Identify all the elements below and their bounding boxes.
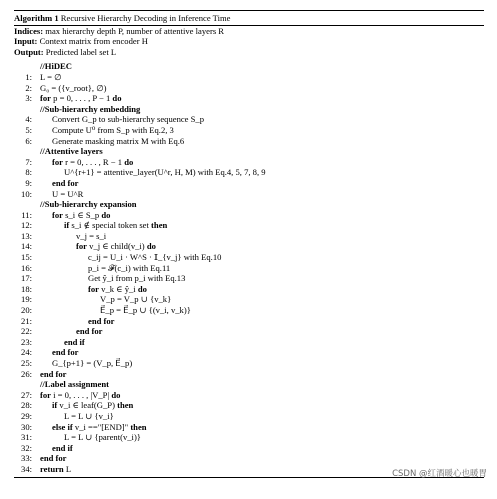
keyword: end for	[52, 347, 79, 358]
line-number: 11:	[21, 209, 32, 220]
keyword: if	[52, 400, 58, 411]
line-number: 16:	[21, 262, 32, 273]
keyword: then	[117, 400, 134, 411]
code-text	[64, 432, 141, 443]
section-comment: //Label assignment	[40, 379, 109, 390]
input-text: Context matrix from encoder H	[39, 36, 148, 47]
line-number: 4:	[25, 114, 32, 125]
statement: v_j ∈ child(v_i)	[89, 241, 145, 252]
code-text	[52, 189, 83, 200]
statement: v_j = s_i	[76, 230, 107, 241]
code-text	[40, 93, 122, 104]
code-line	[14, 178, 484, 189]
code-line	[14, 316, 484, 327]
line-number: 18:	[21, 283, 32, 294]
line-number: 32:	[21, 442, 32, 453]
keyword: end for	[88, 315, 115, 326]
line-number: 33:	[21, 453, 32, 464]
keyword: end for	[52, 177, 79, 188]
statement: p = 0, . . . , P − 1	[53, 93, 111, 104]
keyword: for	[88, 283, 99, 294]
keyword: do	[111, 389, 121, 400]
line-number: 34:	[21, 463, 32, 474]
code-line	[14, 347, 484, 358]
section-comment: //HiDEC	[40, 61, 72, 72]
code-text	[52, 210, 110, 221]
code-line	[14, 305, 484, 316]
statement: L	[65, 463, 72, 474]
line-number: 12:	[21, 220, 32, 231]
line-number: 6:	[25, 135, 32, 146]
code-line	[14, 422, 484, 433]
code-line	[14, 411, 484, 422]
code-line	[14, 453, 484, 464]
comment-line	[14, 199, 484, 210]
code-text	[76, 326, 103, 337]
comment-line	[14, 379, 484, 390]
statement: V_p = V_p ∪ {v_k}	[100, 294, 172, 305]
statement: G_{p+1} = (V_p, E⃗_p)	[52, 358, 133, 368]
statement: E⃗_p = E⃗_p ∪ {(v_i, v_k)}	[100, 305, 191, 316]
line-number: 1:	[25, 71, 32, 82]
line-number: 13:	[21, 230, 32, 241]
keyword: do	[146, 241, 156, 252]
statement: p_i = 𝓕(c_i) with Eq.11	[88, 262, 171, 273]
algorithm-block	[14, 10, 484, 478]
statement: s_i ∉ special token set	[71, 220, 149, 231]
line-number: 3:	[25, 93, 32, 104]
keyword: for	[52, 209, 63, 220]
line-number: 21:	[21, 315, 32, 326]
line-number: 15:	[21, 252, 32, 263]
line-number: 10:	[21, 188, 32, 199]
line-number: 24:	[21, 347, 32, 358]
line-number: 19:	[21, 294, 32, 305]
code-text	[52, 157, 133, 168]
code-line	[14, 83, 484, 94]
output-key: Output:	[14, 46, 44, 57]
statement: U = U^R	[52, 188, 84, 199]
code-line	[14, 189, 484, 200]
code-text	[40, 369, 67, 380]
statement: G₀ = ({v_root}, ∅)	[40, 82, 107, 93]
keyword: for	[40, 389, 51, 400]
keyword: for	[52, 156, 63, 167]
keyword: do	[101, 209, 111, 220]
code-line	[14, 390, 484, 401]
output-line	[14, 47, 484, 58]
line-number: 28:	[21, 400, 32, 411]
line-number: 20:	[21, 305, 32, 316]
code-line	[14, 337, 484, 348]
code-text	[40, 464, 71, 475]
keyword: for	[76, 241, 87, 252]
keyword: if	[64, 220, 70, 231]
code-text	[40, 390, 120, 401]
code-line	[14, 263, 484, 274]
code-text	[40, 72, 62, 83]
keyword: do	[112, 93, 122, 104]
keyword: end for	[76, 326, 103, 337]
code-text	[64, 167, 266, 178]
algorithm-label: Algorithm 1	[14, 13, 59, 23]
code-text	[64, 220, 167, 231]
code-text	[88, 284, 147, 295]
line-number: 27:	[21, 389, 32, 400]
indices-key: Indices:	[14, 25, 44, 36]
code-text	[40, 453, 67, 464]
comment-line	[14, 146, 484, 157]
code-text	[52, 422, 147, 433]
code-line	[14, 369, 484, 380]
section-comment: //Sub-hierarchy embedding	[40, 103, 141, 114]
comment-line	[14, 61, 484, 72]
line-number: 23:	[21, 336, 32, 347]
keyword: then	[151, 220, 168, 231]
code-text	[88, 273, 185, 284]
code-text	[52, 125, 174, 136]
statement: Get ŷ_i from p_i with Eq.13	[88, 273, 186, 284]
code-line	[14, 358, 484, 369]
line-number: 2:	[25, 82, 32, 93]
line-number: 29:	[21, 410, 32, 421]
code-text	[52, 136, 184, 147]
algorithm-caption	[14, 11, 484, 25]
code-lines	[14, 61, 484, 474]
section-comment: //Sub-hierarchy expansion	[40, 199, 137, 210]
code-text	[76, 231, 106, 242]
code-line	[14, 432, 484, 443]
line-number: 9:	[25, 177, 32, 188]
line-number: 14:	[21, 241, 32, 252]
statement: i = 0, . . . , |V_P|	[53, 389, 110, 400]
code-line	[14, 210, 484, 221]
keyword: end if	[52, 442, 73, 453]
line-number: 30:	[21, 421, 32, 432]
algorithm-title: Recursive Hierarchy Decoding in Inference Time	[60, 13, 231, 23]
keyword: do	[137, 283, 147, 294]
keyword: do	[124, 156, 134, 167]
line-number: 22:	[21, 326, 32, 337]
keyword: return	[40, 463, 64, 474]
code-line	[14, 93, 484, 104]
code-line	[14, 400, 484, 411]
code-text	[40, 83, 107, 94]
code-text	[52, 443, 73, 454]
input-line	[14, 36, 484, 47]
keyword: end if	[64, 336, 85, 347]
code-line	[14, 284, 484, 295]
line-number: 25:	[21, 358, 32, 368]
keyword: for	[40, 93, 51, 104]
code-text	[52, 114, 204, 125]
comment-line	[14, 104, 484, 115]
code-text	[88, 316, 115, 327]
line-number: 7:	[25, 156, 32, 167]
input-key: Input:	[14, 36, 38, 47]
statement: L = L ∪ {parent(v_i)}	[64, 432, 141, 443]
code-line	[14, 167, 484, 178]
statement: v_i ∈ leaf(G_P)	[59, 400, 115, 411]
indices-text: max hierarchy depth P, number of attentive layers R	[45, 25, 225, 36]
line-number: 5:	[25, 124, 32, 135]
code-text	[100, 305, 191, 316]
statement: r = 0, . . . , R − 1	[65, 156, 123, 167]
code-text	[52, 178, 79, 189]
code-text	[100, 294, 171, 305]
code-text	[52, 400, 133, 411]
statement: v_i =="[END]"	[74, 421, 129, 432]
code-line	[14, 231, 484, 242]
line-number: 31:	[21, 432, 32, 443]
section-comment: //Attentive layers	[40, 146, 103, 157]
watermark: CSDN @红酒暖心也暖胃	[392, 469, 487, 479]
keyword: else if	[52, 421, 73, 432]
code-line	[14, 114, 484, 125]
statement: c_ij = U_i · W^S · 𝕀_{v_j} with Eq.10	[88, 252, 222, 263]
code-text	[76, 241, 156, 252]
code-line	[14, 220, 484, 231]
code-text	[64, 411, 114, 422]
keyword: then	[130, 421, 147, 432]
keyword: end for	[40, 368, 67, 379]
line-number: 26:	[21, 368, 32, 379]
statement: Compute U⁰ from S_p with Eq.2, 3	[52, 124, 174, 135]
statement: U^{r+1} = attentive_layer(U^r, H, M) with Eq.4, 5, 7, 8, 9	[64, 167, 266, 178]
statement: Generate masking matrix M with Eq.6	[52, 135, 185, 146]
code-line	[14, 326, 484, 337]
statement: Convert G_p to sub-hierarchy sequence S_p	[52, 114, 205, 125]
statement: v_k ∈ ŷ_i	[101, 283, 136, 294]
code-line	[14, 252, 484, 263]
code-text	[64, 337, 85, 348]
statement: L = ∅	[40, 71, 62, 82]
code-line	[14, 273, 484, 284]
keyword: end for	[40, 453, 67, 464]
code-text	[88, 263, 170, 274]
indices-line	[14, 26, 484, 37]
code-line	[14, 157, 484, 168]
statement: s_i ∈ S_p	[65, 209, 100, 220]
line-number: 17:	[21, 273, 32, 284]
code-line	[14, 443, 484, 454]
code-text	[52, 347, 79, 358]
code-line	[14, 241, 484, 252]
code-line	[14, 136, 484, 147]
code-text	[52, 358, 132, 369]
output-text: Predicted label set L	[45, 46, 117, 57]
line-number: 8:	[25, 167, 32, 178]
code-line	[14, 125, 484, 136]
statement: L = L ∪ {v_i}	[64, 410, 114, 421]
code-text	[88, 252, 221, 263]
code-line	[14, 72, 484, 83]
code-line	[14, 294, 484, 305]
